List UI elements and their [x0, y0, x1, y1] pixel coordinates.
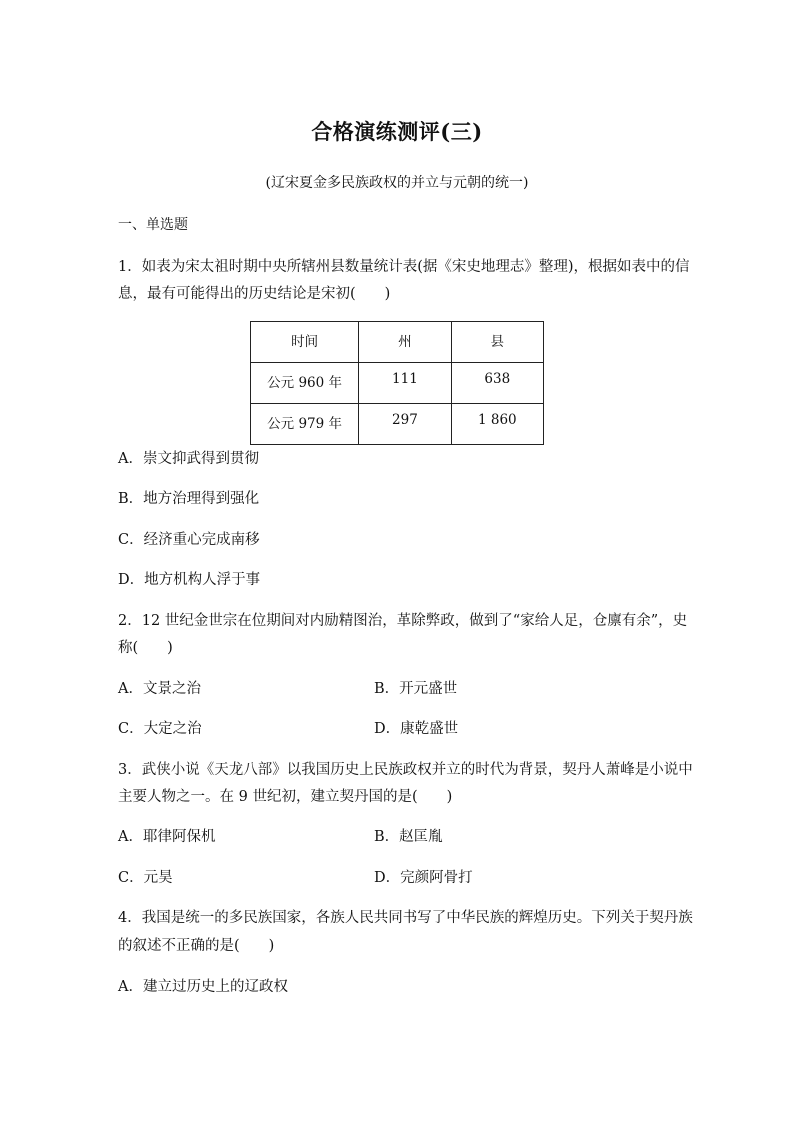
- page-subtitle: (辽宋夏金多民族政权的并立与元朝的统一): [265, 175, 529, 191]
- question-4-option-a[interactable]: A．建立过历史上的辽政权: [118, 979, 288, 995]
- question-3-option-d[interactable]: D．完颜阿骨打: [374, 870, 473, 886]
- question-2-option-c[interactable]: C．大定之治: [118, 721, 202, 737]
- table-header-cell: 县: [451, 322, 543, 363]
- question-3-option-c[interactable]: C．元昊: [118, 870, 173, 886]
- table-cell: 638: [451, 363, 543, 404]
- table-header-cell: 州: [359, 322, 451, 363]
- question-1-option-b[interactable]: B．地方治理得到强化: [118, 491, 260, 507]
- question-1-line-1: 1．如表为宋太祖时期中央所辖州县数量统计表(据《宋史地理志》整理)，根据如表中的信: [118, 259, 690, 275]
- question-2-line-2: 称( ): [118, 640, 173, 656]
- section-heading: 一、单选题: [118, 217, 188, 233]
- question-3-line-2: 主要人物之一。在 9 世纪初，建立契丹国的是( ): [118, 789, 453, 805]
- table-cell: 公元 979 年: [251, 404, 359, 445]
- table-row: [251, 404, 544, 445]
- question-1-option-d[interactable]: D．地方机构人浮于事: [118, 572, 261, 588]
- statistics-table: [250, 321, 544, 445]
- table-cell: 297: [359, 404, 451, 445]
- table-cell: 1 860: [451, 404, 543, 445]
- question-2-line-1: 2．12 世纪金世宗在位期间对内励精图治，革除弊政，做到了“家给人足，仓廪有余”，史: [118, 613, 688, 629]
- table-header-row: [251, 322, 544, 363]
- page-title: 合格演练测评(三): [311, 119, 483, 144]
- question-3-option-b[interactable]: B．赵匡胤: [374, 829, 443, 845]
- question-2-option-b[interactable]: B．开元盛世: [374, 681, 458, 697]
- question-3-line-1: 3．武侠小说《天龙八部》以我国历史上民族政权并立的时代为背景，契丹人萧峰是小说中: [118, 762, 693, 778]
- table-cell: 公元 960 年: [251, 363, 359, 404]
- question-1-line-2: 息，最有可能得出的历史结论是宋初( ): [118, 286, 391, 302]
- table-header-cell: 时间: [251, 322, 359, 363]
- question-3-option-a[interactable]: A．耶律阿保机: [118, 829, 216, 845]
- question-4-line-2: 的叙述不正确的是( ): [118, 938, 275, 954]
- question-4-line-1: 4．我国是统一的多民族国家，各族人民共同书写了中华民族的辉煌历史。下列关于契丹族: [118, 910, 693, 926]
- table-row: [251, 363, 544, 404]
- question-2-option-d[interactable]: D．康乾盛世: [374, 721, 459, 737]
- question-2-option-a[interactable]: A．文景之治: [118, 681, 201, 697]
- question-1-option-c[interactable]: C．经济重心完成南移: [118, 532, 260, 548]
- table-cell: 111: [359, 363, 451, 404]
- question-1-option-a[interactable]: A．崇文抑武得到贯彻: [118, 451, 259, 467]
